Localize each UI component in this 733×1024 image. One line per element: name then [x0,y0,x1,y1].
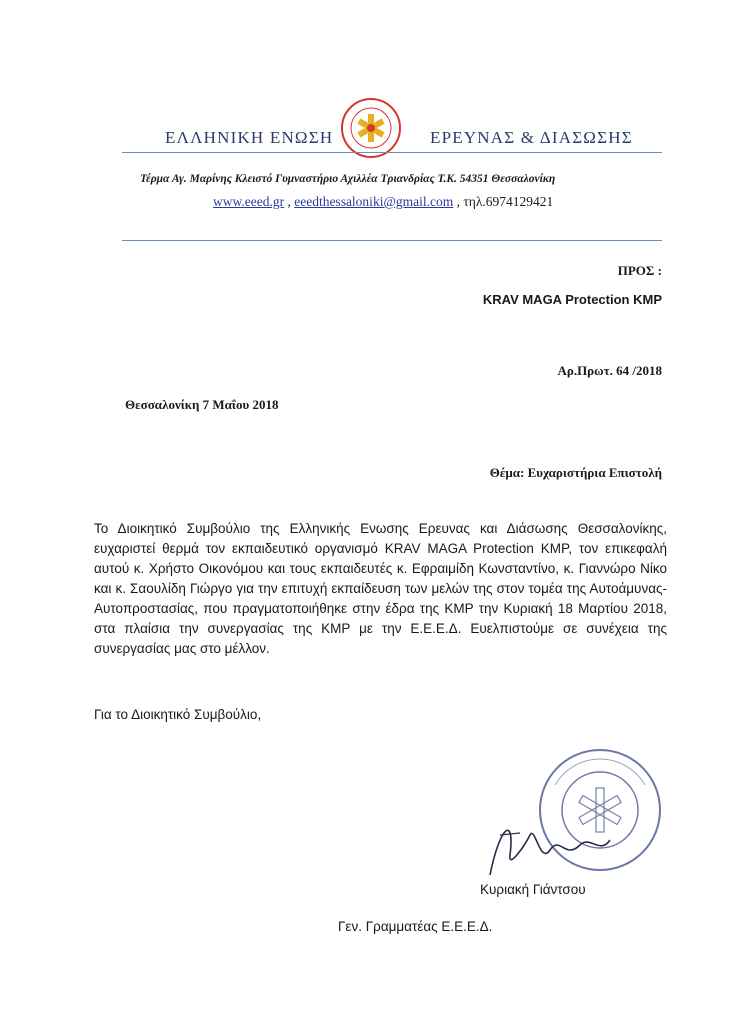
signer-title: Γεν. Γραμματέας Ε.Ε.Ε.Δ. [338,919,493,934]
address: Τέρμα Αγ. Μαρίνης Κλειστό Γυμναστήριο Αχιλλέα Τριανδρίας Τ.Κ. 54351 Θεσσαλονίκη [140,173,556,185]
closing-line: Για το Διοικητικό Συμβούλιο, [94,707,262,722]
letter-body: Το Διοικητικό Συμβούλιο της Ελληνικής Ενωσης Ερευνας και Διάσωσης Θεσσαλονίκης, ευχαριστεί θερμά τον εκπαιδευτικό οργανισμό KRAV MAGA Protection KMP, τον επικεφαλή αυτού κ. Χρήστο Οικονόμου και τους εκπαιδευτές κ. Εφραιμίδη Κωνσταντίνο, κ. Γιαννώρο Νίκο και κ. Σαουλίδη Γιώργο για την επιτυχή εκπαίδευση των μελών της στον τομέα της Αυτοάμυνας-Αυτοπροστασίας, που πραγματοποιήθηκε στην έδρα της KMP την Κυριακή 18 Μαρτίου 2018, στα πλαίσια την συνεργασίας της KMP με την Ε.Ε.Ε.Δ. Ευελπιστούμε σε συνέχεια της συνεργασίας μας στο μέλλον. [94,521,667,656]
contact-separator: , [284,194,295,209]
contact-rule [122,240,662,241]
letter-date: Θεσσαλονίκη 7 Μαΐου 2018 [125,397,279,412]
org-name-right: ΕΡΕΥΝΑΣ & ΔΙΑΣΩΣΗΣ [430,128,633,147]
recipient: KRAV MAGA Protection KMP [482,292,662,307]
header-rule [122,152,662,153]
org-name-left: ΕΛΛΗΝΙΚΗ ΕΝΩΣΗ [165,128,334,147]
signer-name: Κυριακή Γιάντσου [480,882,586,897]
phone: , τηλ.6974129421 [453,194,554,209]
email-link[interactable]: eeedthessaloniki@gmail.com [294,194,454,209]
website-link[interactable]: www.eeed.gr [213,194,285,209]
letter-subject: Θέμα: Ευχαριστήρια Επιστολή [489,465,662,480]
contact-line [213,194,553,210]
to-label: ΠΡΟΣ : [617,263,662,278]
org-logo [340,97,402,159]
protocol-number: Αρ.Πρωτ. 64 /2018 [557,363,662,378]
signature [470,805,620,885]
